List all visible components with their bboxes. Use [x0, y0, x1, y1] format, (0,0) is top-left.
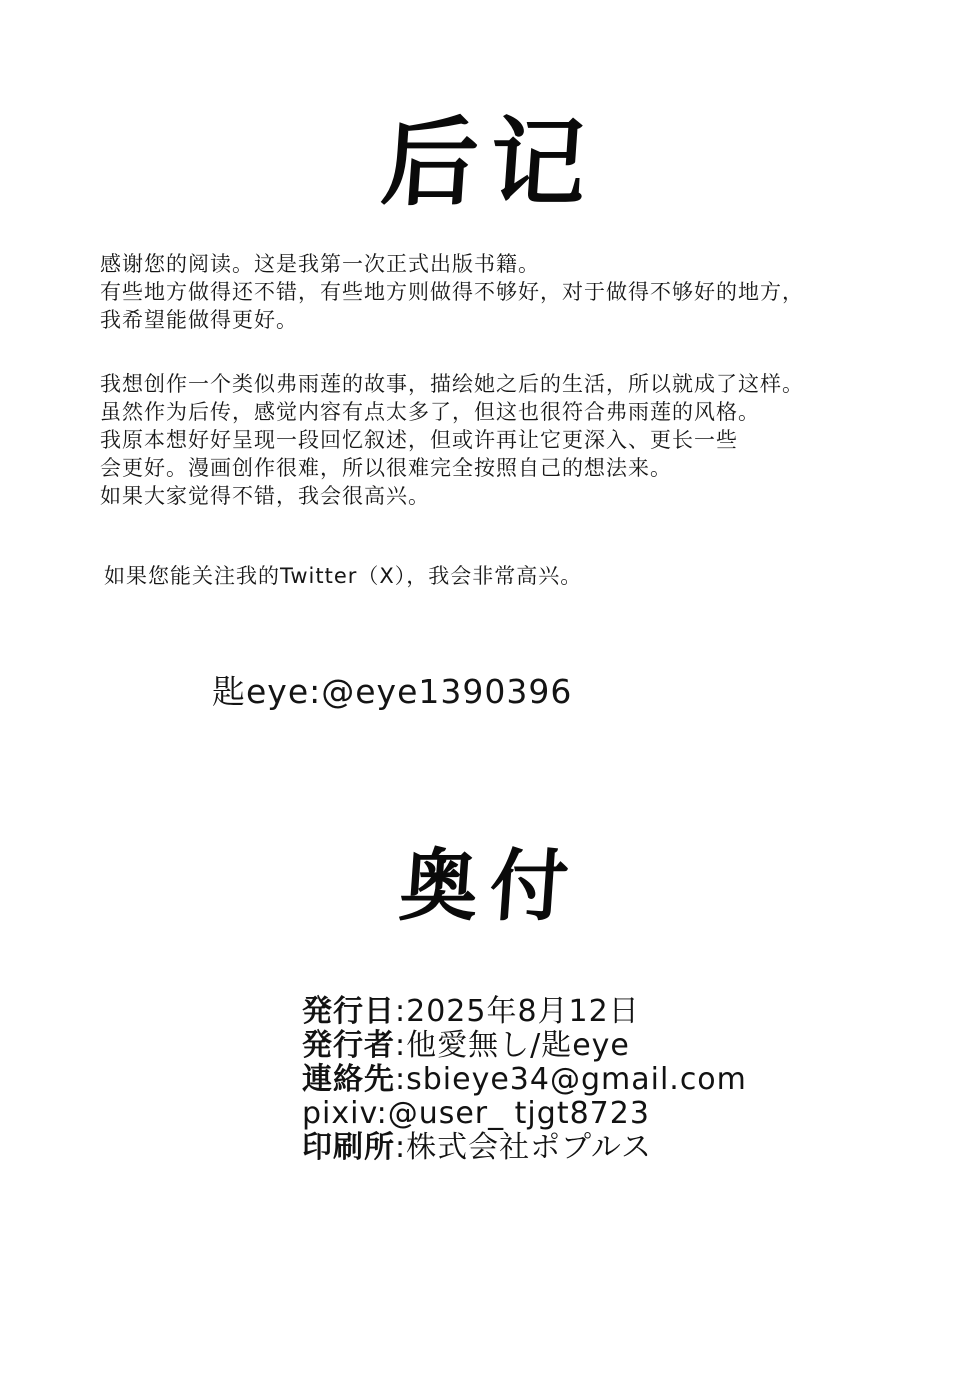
row-value: 株式会社ポプルス — [406, 1130, 653, 1165]
row-separator: : — [395, 1028, 407, 1063]
text-line: 如果您能关注我的Twitter（X），我会非常高兴。 — [104, 564, 583, 588]
text-line: 我想创作一个类似弗雨莲的故事，描绘她之后的生活，所以就成了这样。 — [100, 372, 804, 396]
row-separator: : — [395, 1062, 407, 1097]
row-key: 連絡先 — [302, 1062, 395, 1097]
colophon-row-contact — [302, 1062, 747, 1097]
row-value: sbieye34@gmail.com — [406, 1062, 747, 1097]
row-value: @user_ tjgt8723 — [387, 1096, 650, 1131]
text-line: 如果大家觉得不错，我会很高兴。 — [100, 484, 430, 508]
afterword-paragraph-2 — [100, 370, 950, 510]
row-value: 他愛無し/匙eye — [406, 1028, 630, 1063]
colophon-info — [302, 994, 747, 1165]
author-twitter-handle: 匙eye:@eye1390396 — [212, 672, 573, 711]
text-line: 我原本想好好呈现一段回忆叙述，但或许再让它更深入、更长一些 — [100, 428, 738, 452]
afterword-paragraph-1 — [100, 250, 950, 334]
text-line: 有些地方做得还不错，有些地方则做得不够好，对于做得不够好的地方， — [100, 280, 804, 304]
colophon-row-pixiv — [302, 1097, 722, 1131]
row-key: 印刷所 — [302, 1130, 395, 1165]
text-line: 我希望能做得更好。 — [100, 308, 298, 332]
colophon-row-publisher — [302, 1029, 722, 1063]
text-line: 感谢您的阅读。这是我第一次正式出版书籍。 — [100, 252, 540, 276]
row-separator: : — [376, 1096, 388, 1131]
afterword-paragraph-3 — [104, 562, 954, 590]
colophon-title: 奥付 — [396, 841, 584, 932]
text-line: 虽然作为后传，感觉内容有点太多了，但这也很符合弗雨莲的风格。 — [100, 400, 760, 424]
text-line: 会更好。漫画创作很难，所以很难完全按照自己的想法来。 — [100, 456, 672, 480]
row-key: pixiv — [302, 1096, 377, 1131]
colophon-row-publish-date — [302, 995, 722, 1029]
row-separator: : — [395, 994, 407, 1029]
colophon-row-printer — [302, 1131, 722, 1165]
row-separator: : — [395, 1130, 407, 1165]
row-key: 発行日 — [302, 994, 395, 1029]
row-value: 2025年8月12日 — [406, 994, 640, 1029]
afterword-title: 后记 — [378, 106, 602, 219]
row-key: 発行者 — [302, 1028, 395, 1063]
